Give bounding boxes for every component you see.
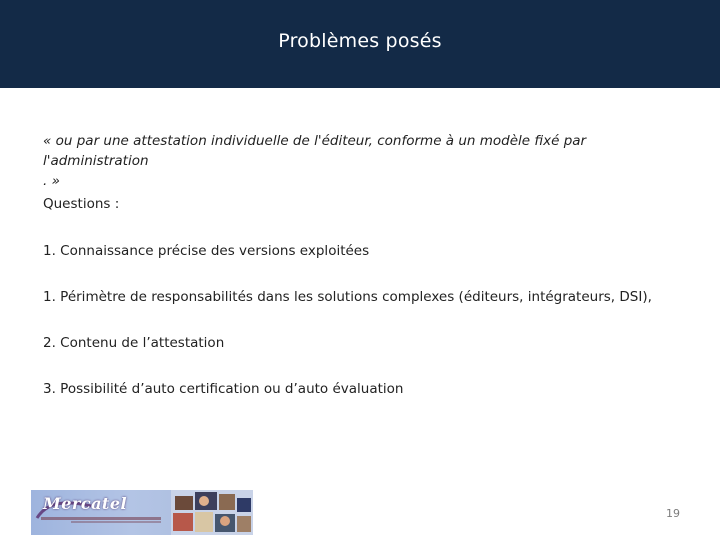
question-item-3: 2. Contenu de l’attestation xyxy=(43,335,225,351)
quote-text xyxy=(43,131,683,191)
question-item-4: 3. Possibilité d’auto certification ou d’auto évaluation xyxy=(43,381,404,397)
logo-photo-collage xyxy=(171,490,253,535)
logo-wordmark: Mercatel xyxy=(43,494,128,513)
questions-label: Questions : xyxy=(43,196,120,212)
logo-tagline-bar-2 xyxy=(71,521,161,523)
logo-tagline-bar xyxy=(41,517,161,520)
slide-header xyxy=(0,0,720,88)
question-item-1: 1. Connaissance précise des versions exploitées xyxy=(43,243,370,259)
page-number: 19 xyxy=(666,507,680,520)
slide-content xyxy=(43,131,683,397)
slide-title: Problèmes posés xyxy=(278,30,442,52)
quote-line-1: « ou par une attestation individuelle de l'éditeur, conforme à un modèle fixé par l'administration xyxy=(43,133,587,169)
quote-line-2: . » xyxy=(43,173,60,189)
question-item-2: 1. Périmètre de responsabilités dans les solutions complexes (éditeurs, intégrateurs, DSI), xyxy=(43,289,652,305)
mercatel-logo xyxy=(31,490,253,535)
